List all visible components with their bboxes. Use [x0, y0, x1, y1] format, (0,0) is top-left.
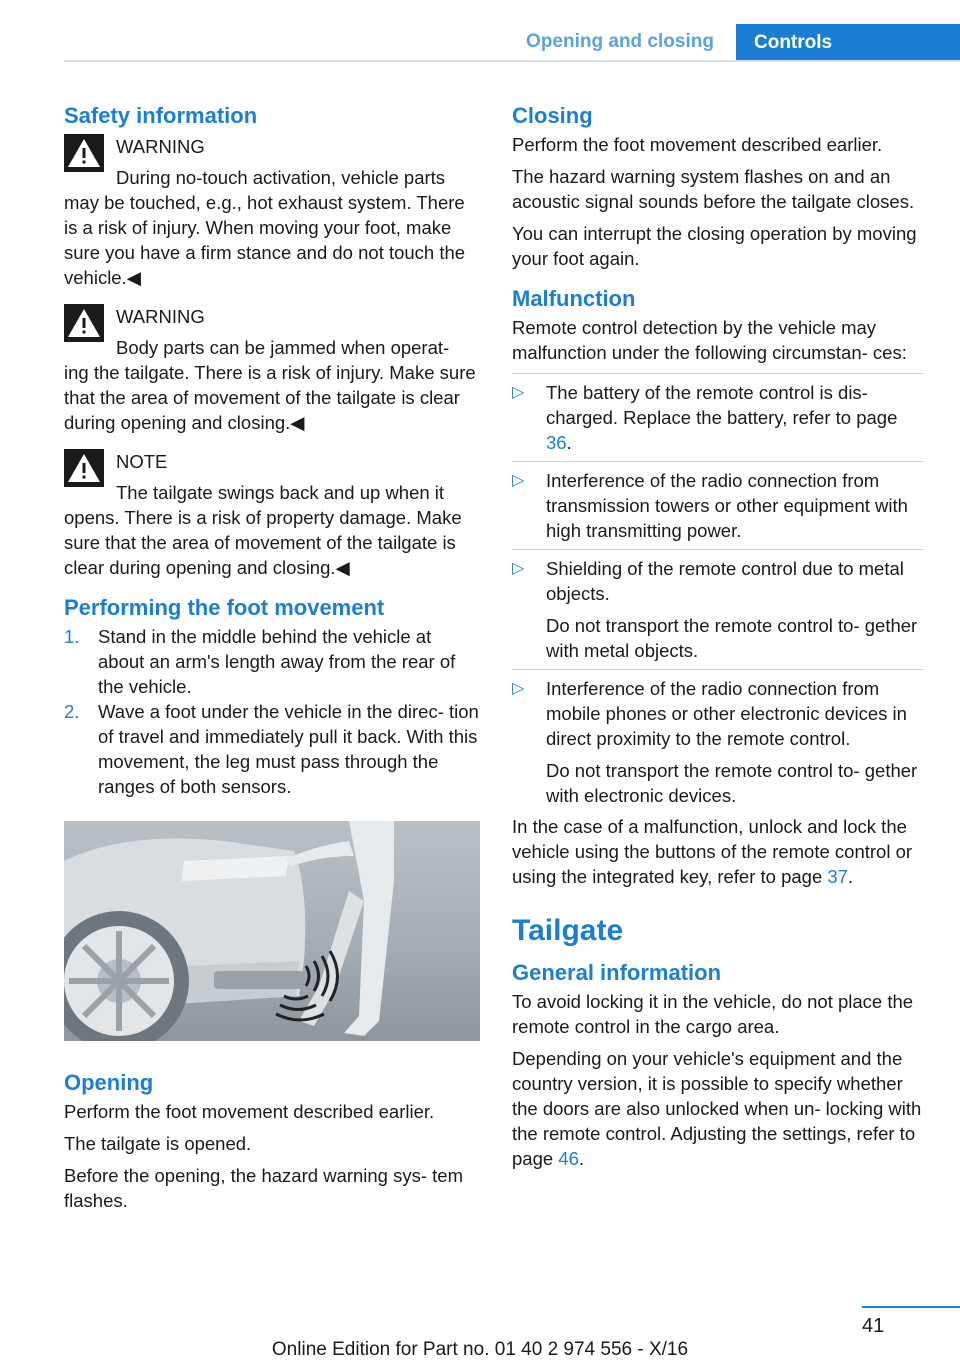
opening-text-1: Perform the foot movement described earlier. — [64, 1101, 435, 1122]
opening-text-2: The tailgate is opened. — [64, 1133, 252, 1154]
triangle-bullet-icon: ▷ — [512, 384, 525, 401]
warning-label: WARNING — [116, 306, 205, 327]
header-section-tab: Opening and closing — [526, 31, 714, 52]
warning-label: WARNING — [116, 136, 205, 157]
bullet-text: Interference of the radio connection from mobile phones or other electronic devices in direct proximity to the remote control. — [546, 678, 907, 749]
triangle-bullet-icon: ▷ — [512, 680, 525, 697]
malfunction-intro: Remote control detection by the vehicle may malfunction under the following circumstan‐ ces: — [512, 317, 907, 363]
safety-heading: Safety information — [64, 103, 258, 128]
step-number: 1. — [64, 626, 80, 647]
general-text-2: Depending on your vehicle's equipment and the country version, it is possible to specify whether the doors are also unlocked when un‐ locking with the remote control. Adjusting the settings, refer to page 46. — [512, 1048, 922, 1169]
bullet-text: The battery of the remote control is dis‐ charged. Replace the battery, refer to page 36. — [546, 382, 898, 453]
foot-movement-illustration — [64, 821, 480, 1041]
tailgate-heading: Tailgate — [512, 914, 624, 947]
warning-triangle-icon — [64, 449, 104, 487]
opening-heading: Opening — [64, 1070, 154, 1095]
triangle-bullet-icon: ▷ — [512, 472, 525, 489]
page-reference-link[interactable]: 36 — [546, 432, 567, 453]
bullet-item — [512, 676, 924, 808]
note-label: NOTE — [116, 451, 168, 472]
opening-text-3: Before the opening, the hazard warning sys‐ tem flashes. — [64, 1165, 464, 1211]
malfunction-conclusion: In the case of a malfunction, unlock and lock the vehicle using the buttons of the remote control or using the integrated key, refer to page 37. — [512, 816, 913, 887]
warning-text: may be touched, e.g., hot exhaust system. There is a risk of injury. When moving your foot, make sure you have a firm stance and do not touch the vehicle.◀ — [64, 192, 466, 288]
step-item — [64, 624, 480, 699]
edition-footer: Online Edition for Part no. 01 40 2 974 556 - X/16 — [271, 1339, 689, 1360]
page-number: 41 — [862, 1315, 885, 1337]
bullet-text: Interference of the radio connection from transmission towers or other equipment with high transmitting power. — [546, 470, 908, 541]
bullet-item — [512, 380, 924, 455]
note-text: opens. There is a risk of property damage. Make sure that the area of movement of the tailgate is clear during opening and closing.◀ — [64, 507, 462, 578]
warning-triangle-icon — [64, 134, 104, 172]
vehicle-rear-illustration — [64, 821, 480, 1041]
step-text: Wave a foot under the vehicle in the direc‐ tion of travel and immediately pull it back. With this movement, the leg must pass through the ranges of both sensors. — [98, 701, 479, 797]
page-reference-link[interactable]: 37 — [827, 866, 848, 887]
step-item — [64, 699, 480, 799]
warning-text-first: During no-touch activation, vehicle parts — [116, 167, 446, 188]
footer-rule — [862, 1306, 960, 1308]
left-column — [64, 100, 480, 1213]
right-column — [512, 100, 924, 1171]
note-text-first: The tailgate swings back and up when it — [116, 482, 445, 503]
warning-triangle-icon — [64, 304, 104, 342]
general-text-1: To avoid locking it in the vehicle, do not place the remote control in the cargo area. — [512, 991, 914, 1037]
warning-block-2 — [64, 302, 480, 435]
foot-movement-heading: Performing the foot movement — [64, 595, 385, 620]
bullet-item — [512, 468, 924, 543]
warning-block-1 — [64, 132, 480, 290]
malfunction-heading: Malfunction — [512, 286, 636, 311]
header-chapter-tab: Controls — [736, 24, 960, 62]
note-block — [64, 447, 480, 580]
triangle-bullet-icon: ▷ — [512, 560, 525, 577]
closing-text-2: The hazard warning system flashes on and an acoustic signal sounds before the tailgate closes. — [512, 166, 915, 212]
warning-text-first: Body parts can be jammed when operat‐ — [116, 337, 450, 358]
bullet-item — [512, 556, 924, 663]
closing-text-3: You can interrupt the closing operation by moving your foot again. — [512, 223, 917, 269]
bullet-extra-text: Do not transport the remote control to‐ gether with metal objects. — [546, 615, 918, 661]
general-information-heading: General information — [512, 960, 722, 985]
bullet-text: Shielding of the remote control due to metal objects. — [546, 558, 904, 604]
page-reference-link[interactable]: 46 — [558, 1148, 579, 1169]
bullet-extra-text: Do not transport the remote control to‐ gether with electronic devices. — [546, 760, 918, 806]
step-number: 2. — [64, 701, 80, 722]
warning-text: ing the tailgate. There is a risk of injury. Make sure that the area of movement of the tailgate is clear during opening and closing.◀ — [64, 362, 476, 433]
header-rule — [64, 60, 960, 62]
step-text: Stand in the middle behind the vehicle at about an arm's length away from the rear of the vehicle. — [98, 626, 456, 697]
closing-text-1: Perform the foot movement described earlier. — [512, 134, 883, 155]
closing-heading: Closing — [512, 103, 593, 128]
